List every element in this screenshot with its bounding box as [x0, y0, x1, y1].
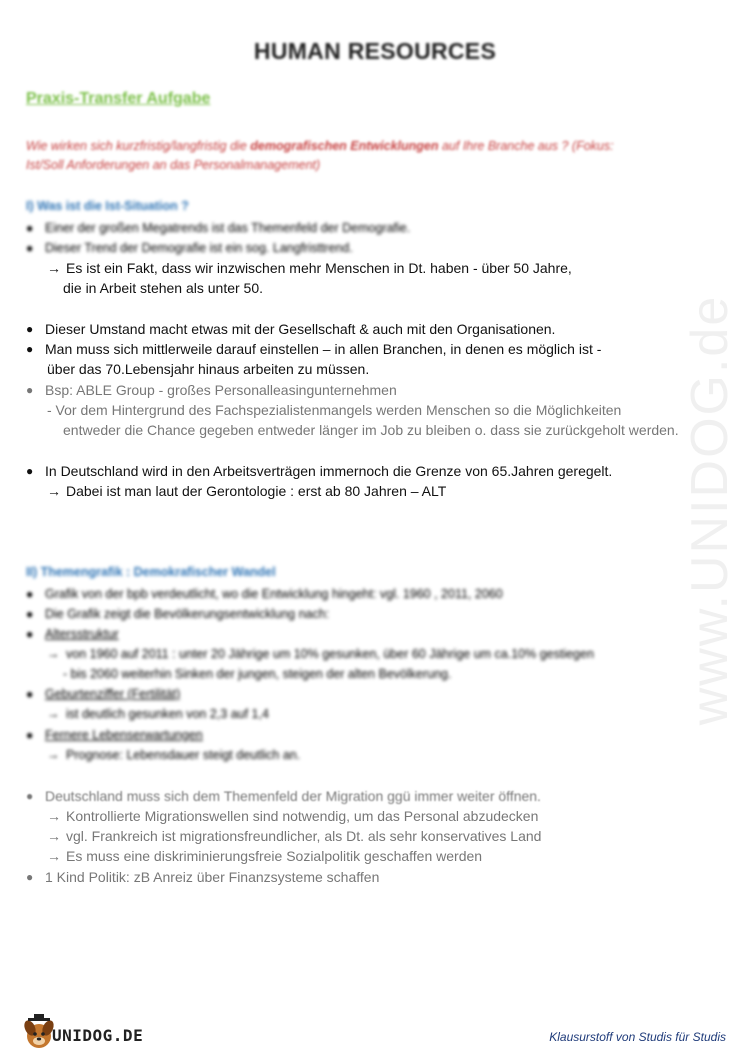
- list-item: ● Einer der großen Megatrends ist das Themenfeld der Demografie.: [26, 221, 411, 235]
- list-item: → Dabei ist man laut der Gerontologie : erst ab 80 Jahren – ALT: [47, 483, 447, 499]
- dog-mascot-icon: [22, 1012, 56, 1052]
- list-item: entweder die Chance gegeben entweder länger im Job zu bleiben o. dass sie zurückgeholt werden.: [63, 422, 679, 438]
- list-item: ● Geburtenziffer (Fertilität): [26, 687, 181, 701]
- footer-tagline: Klausurstoff von Studis für Studis: [549, 1030, 726, 1044]
- list-item: die in Arbeit stehen als unter 50.: [63, 280, 264, 296]
- section-heading-2: II) Themengrafik : Demokrafischer Wandel: [26, 565, 276, 579]
- list-item: → Kontrollierte Migrationswellen sind notwendig, um das Personal abzudecken: [47, 808, 539, 824]
- page-subtitle: Praxis-Transfer Aufgabe: [26, 90, 211, 107]
- list-item: ● Grafik von der bpb verdeutlicht, wo die Entwicklung hingeht: vgl. 1960 , 2011, 2060: [26, 587, 503, 601]
- list-item: ● Dieser Umstand macht etwas mit der Gesellschaft & auch mit den Organisationen.: [26, 321, 556, 337]
- list-item: - Vor dem Hintergrund des Fachspezialistenmangels werden Menschen so die Möglichkeiten: [47, 402, 622, 418]
- list-item: ● Man muss sich mittlerweile darauf einstellen – in allen Branchen, in denen es möglich ist -: [26, 341, 602, 357]
- list-item: ● Altersstruktur: [26, 627, 119, 641]
- list-item: → Es ist ein Fakt, dass wir inzwischen mehr Menschen in Dt. haben - über 50 Jahre,: [47, 260, 572, 276]
- list-item: → Prognose: Lebensdauer steigt deutlich an.: [47, 748, 301, 762]
- list-item: über das 70.Lebensjahr hinaus arbeiten zu müssen.: [47, 361, 370, 377]
- list-item: ● Dieser Trend der Demografie ist ein sog. Langfristtrend.: [26, 241, 353, 255]
- list-item: → ist deutlich gesunken von 2,3 auf 1,4: [47, 707, 269, 721]
- list-item: - bis 2060 weiterhin Sinken der jungen, steigen der alten Bevölkerung.: [63, 667, 452, 681]
- list-item: → vgl. Frankreich ist migrationsfreundlicher, als Dt. als sehr konservatives Land: [47, 828, 542, 844]
- list-item: → Es muss eine diskriminierungsfreie Sozialpolitik geschaffen werden: [47, 848, 483, 864]
- list-item: ● Fernere Lebenserwartungen: [26, 728, 203, 742]
- list-item: ● In Deutschland wird in den Arbeitsverträgen immernoch die Grenze von 65.Jahren geregelt.: [26, 463, 613, 479]
- task-question: Wie wirken sich kurzfristig/langfristig die demografischen Entwicklungen auf Ihre Branche aus ? (Fokus: Ist/Soll Anforderungen an das Personalmanagement): [26, 139, 614, 172]
- section-heading-1: I) Was ist die Ist-Situation ?: [26, 199, 189, 213]
- list-item: → von 1960 auf 2011 : unter 20 Jährige um 10% gesunken, über 60 Jährige um ca.10% gestiegen: [47, 647, 594, 661]
- page-title: HUMAN RESOURCES: [253, 38, 497, 64]
- unidog-logo[interactable]: [22, 1012, 162, 1052]
- logo-text: UNIDOG.DE: [52, 1026, 144, 1045]
- list-item: ● Bsp: ABLE Group - großes Personalleasingunternehmen: [26, 382, 397, 398]
- list-item: ● Deutschland muss sich dem Themenfeld der Migration ggü immer weiter öffnen.: [26, 788, 541, 804]
- list-item: ● Die Grafik zeigt die Bevölkerungsentwicklung nach:: [26, 607, 330, 621]
- watermark: www.UNIDOG.de: [681, 294, 739, 726]
- list-item: ● 1 Kind Politik: zB Anreiz über Finanzsysteme schaffen: [26, 869, 380, 885]
